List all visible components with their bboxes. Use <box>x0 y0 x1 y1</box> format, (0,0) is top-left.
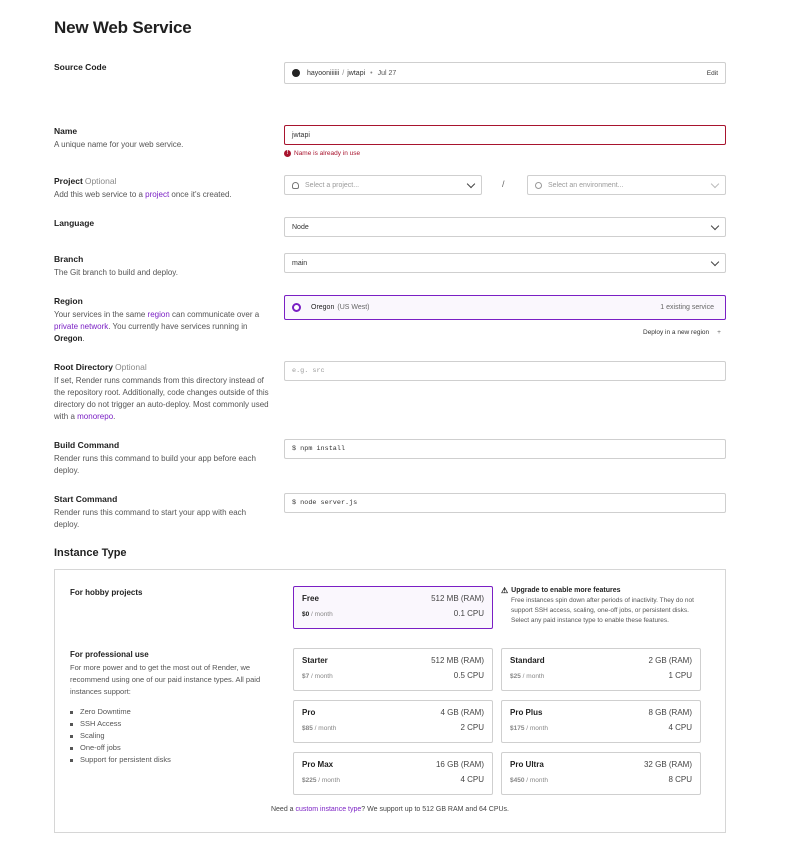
instance-pro-max[interactable] <box>293 752 493 795</box>
plan-per: / month <box>526 777 548 784</box>
project-description <box>54 189 232 201</box>
warning-icon: ⚠ <box>501 586 509 595</box>
name-value: jwtapi <box>292 131 310 139</box>
plan-per: / month <box>526 725 548 732</box>
plan-ram: 4 GB (RAM) <box>440 708 484 717</box>
plan-per: / month <box>522 673 545 680</box>
region-name: Oregon <box>311 304 335 311</box>
footer-post: ? We support up to 512 GB RAM and 64 CPUs. <box>361 806 510 813</box>
plan-ram: 16 GB (RAM) <box>435 760 484 769</box>
repo-owner: hayooniiiiii <box>307 69 340 77</box>
plan-per: / month <box>311 611 333 618</box>
deploy-new-region-text: Deploy in a new region <box>643 329 710 336</box>
start-command-description: Render runs this command to start your app with each deploy. <box>54 508 247 529</box>
project-link[interactable]: project <box>145 190 170 199</box>
chevron-down-icon <box>467 179 475 187</box>
region-option-oregon[interactable] <box>284 295 726 320</box>
instance-pro-plus[interactable] <box>501 700 701 743</box>
branch-label: Branch <box>54 254 84 264</box>
repo-date: Jul 27 <box>377 69 397 77</box>
name-label: Name <box>54 126 78 136</box>
root-directory-placeholder: e.g. src <box>292 367 325 375</box>
project-desc-pre: Add this web service to a <box>54 190 146 199</box>
project-optional: Optional <box>84 176 117 186</box>
environment-select[interactable] <box>527 175 726 195</box>
project-label-text: Project <box>54 176 83 186</box>
github-icon <box>292 69 300 77</box>
language-select[interactable] <box>284 217 726 237</box>
root-directory-label-text: Root Directory <box>54 362 114 372</box>
language-label: Language <box>54 218 95 228</box>
region-desc-bold: Oregon <box>54 334 83 343</box>
plan-cpu: 8 CPU <box>668 775 692 784</box>
start-command-value: $ node server.js <box>292 499 358 507</box>
chevron-down-icon <box>711 257 719 265</box>
instance-type-title: Instance Type <box>54 547 127 559</box>
chevron-down-icon <box>711 179 719 187</box>
root-directory-desc-pre: If set, Render runs commands from this directory instead of the repository root. Additionally, code changes outside of this directory do not trigger an auto-deploy. Most commonly used with a <box>54 376 269 421</box>
user-group-icon <box>292 182 299 189</box>
region-desc-4: . <box>82 334 85 343</box>
region-desc-2: can communicate over a <box>169 310 260 319</box>
environment-placeholder: Select an environment... <box>548 181 624 189</box>
project-slash: / <box>502 179 505 189</box>
name-input[interactable] <box>284 125 726 145</box>
feature-item: SSH Access <box>70 718 171 730</box>
plan-per: / month <box>314 725 337 732</box>
name-error <box>284 150 360 157</box>
project-select[interactable] <box>284 175 482 195</box>
radio-selected-icon <box>292 303 301 312</box>
build-command-value: $ npm install <box>292 445 346 453</box>
plan-price: $225 <box>302 777 317 784</box>
custom-instance-link[interactable]: custom instance type <box>295 806 362 813</box>
plan-price: $175 <box>510 725 525 732</box>
plan-ram: 8 GB (RAM) <box>648 708 692 717</box>
plan-name: Pro Plus <box>510 708 543 717</box>
build-command-description: Render runs this command to build your app before each deploy. <box>54 454 256 475</box>
plan-name: Standard <box>510 656 545 665</box>
bullet: • <box>370 69 373 77</box>
root-directory-description <box>54 375 269 423</box>
plan-cpu: 2 CPU <box>460 723 484 732</box>
project-placeholder: Select a project... <box>305 181 360 189</box>
plan-name: Starter <box>302 656 328 665</box>
region-link[interactable]: region <box>147 310 170 319</box>
branch-select[interactable] <box>284 253 726 273</box>
plan-per: / month <box>318 777 340 784</box>
custom-instance-note <box>54 806 726 813</box>
edit-source-button[interactable]: Edit <box>706 69 718 77</box>
region-label: Region <box>54 296 83 306</box>
error-icon: ! <box>284 150 291 157</box>
feature-item: One-off jobs <box>70 742 171 754</box>
root-directory-optional: Optional <box>115 362 147 372</box>
plan-price: $85 <box>302 725 313 732</box>
instance-pro[interactable] <box>293 700 493 743</box>
plan-name: Pro Max <box>302 760 334 769</box>
root-directory-input[interactable] <box>284 361 726 381</box>
upgrade-title: Upgrade to enable more features <box>511 587 621 594</box>
monorepo-link[interactable]: monorepo <box>77 412 114 421</box>
plan-per: / month <box>311 673 333 680</box>
plan-ram: 2 GB (RAM) <box>648 656 692 665</box>
source-code-label: Source Code <box>54 62 107 72</box>
name-description: A unique name for your web service. <box>54 140 184 149</box>
start-command-label: Start Command <box>54 494 118 504</box>
plan-ram: 32 GB (RAM) <box>643 760 692 769</box>
repo-name: jwtapi <box>347 69 366 77</box>
instance-standard[interactable] <box>501 648 701 691</box>
plan-cpu: 4 CPU <box>668 723 692 732</box>
build-command-label: Build Command <box>54 440 120 450</box>
plan-price: $450 <box>510 777 525 784</box>
project-desc-post: once it's created. <box>169 190 232 199</box>
project-label <box>54 176 117 186</box>
environment-icon <box>535 182 542 189</box>
plan-ram: 512 MB (RAM) <box>431 656 484 665</box>
branch-value: main <box>292 259 308 267</box>
chevron-down-icon <box>711 221 719 229</box>
footer-pre: Need a <box>270 806 296 813</box>
plus-icon: + <box>717 329 721 336</box>
instance-pro-ultra[interactable] <box>501 752 701 795</box>
upgrade-description: Free instances spin down after periods of inactivity. They do not support SSH access, scaling, one-off jobs, or persistent disks. Select any paid instance type to enable these features. <box>511 597 694 624</box>
branch-description: The Git branch to build and deploy. <box>54 268 178 277</box>
plan-cpu: 0.5 CPU <box>453 671 484 680</box>
plan-price: $7 <box>302 673 310 680</box>
repo-separator: / <box>342 69 345 77</box>
feature-list <box>70 706 171 766</box>
page-title: New Web Service <box>54 18 192 37</box>
build-command-input[interactable] <box>284 439 726 459</box>
start-command-input[interactable] <box>284 493 726 513</box>
instance-free[interactable] <box>293 586 493 629</box>
plan-name: Pro Ultra <box>510 760 544 769</box>
plan-ram: 512 MB (RAM) <box>431 594 484 603</box>
region-desc-3: . You currently have services running in <box>108 322 248 331</box>
plan-cpu: 0.1 CPU <box>453 609 484 618</box>
region-desc-1: Your services in the same <box>54 310 148 319</box>
pro-description: For more power and to get the most out of Render, we recommend using one of our paid instance types. All paid instances support: <box>70 663 261 696</box>
plan-price: $0 <box>302 611 310 618</box>
plan-price: $25 <box>510 673 521 680</box>
plan-cpu: 4 CPU <box>460 775 484 784</box>
language-value: Node <box>292 223 309 231</box>
region-existing: 1 existing service <box>660 304 714 311</box>
instance-starter[interactable] <box>293 648 493 691</box>
upgrade-notice <box>501 586 706 626</box>
source-code-box <box>284 62 726 84</box>
region-description <box>54 309 269 345</box>
feature-item: Scaling <box>70 730 171 742</box>
plan-name: Pro <box>302 708 316 717</box>
root-directory-label <box>54 362 147 372</box>
deploy-new-region-button[interactable] <box>643 329 721 336</box>
feature-item: Zero Downtime <box>70 706 171 718</box>
feature-item: Support for persistent disks <box>70 754 171 766</box>
name-error-text: Name is already in use <box>294 150 361 157</box>
plan-name: Free <box>302 594 319 603</box>
plan-cpu: 1 CPU <box>668 671 692 680</box>
region-sub: (US West) <box>337 304 370 311</box>
private-network-link[interactable]: private network <box>54 322 109 331</box>
root-directory-desc-post: . <box>113 412 116 421</box>
hobby-label: For hobby projects <box>70 588 143 597</box>
pro-label: For professional use <box>70 650 149 659</box>
